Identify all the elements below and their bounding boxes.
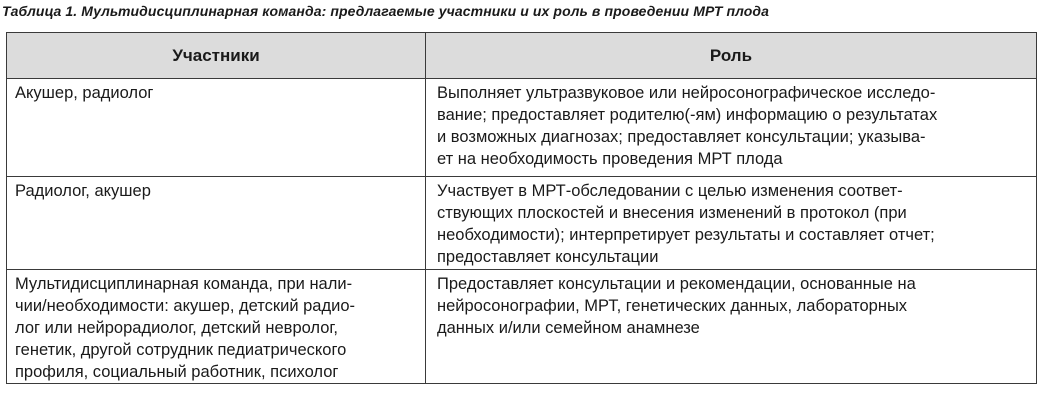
- role-cell: [426, 177, 1037, 270]
- cell-text-line: Радиолог, акушер: [15, 182, 151, 200]
- cell-text-line: профиля, социальный работник, психолог: [15, 363, 339, 381]
- cell-text-line: ет на необходимость проведения МРТ плода: [437, 150, 783, 168]
- cell-text-line: Предоставляет консультации и рекомендации, основанные на: [437, 275, 916, 293]
- table-row: [7, 177, 1037, 270]
- cell-text-line: Акушер, радиолог: [15, 84, 154, 102]
- role-cell: [426, 270, 1037, 384]
- cell-text-line: Мультидисциплинарная команда, при нали-: [15, 275, 353, 293]
- participants-cell: [7, 177, 426, 270]
- table-row: [7, 270, 1037, 384]
- cell-text-line: данных и/или семейном анамнезе: [437, 319, 700, 337]
- table-header-row: [7, 33, 1037, 79]
- cell-text-line: и возможных диагнозах; предоставляет консультации; указыва-: [437, 128, 926, 146]
- cell-text-line: генетик, другой сотрудник педиатрического: [15, 341, 347, 359]
- cell-text-line: лог или нейрорадиолог, детский невролог,: [15, 319, 339, 337]
- cell-text-line: нейросонографии, МРТ, генетических данных, лабораторных: [437, 297, 908, 315]
- participants-roles-table: [6, 32, 1037, 384]
- table-row: [7, 79, 1037, 177]
- cell-text-line: ствующих плоскостей и внесения изменений в протокол (при: [437, 204, 907, 222]
- cell-text-line: необходимости); интерпретирует результаты и составляет отчет;: [437, 226, 935, 244]
- cell-text-line: чии/необходимости: акушер, детский радио-: [15, 297, 355, 315]
- cell-text-line: Выполняет ультразвуковое или нейросонографическое исследо-: [437, 84, 936, 102]
- participants-cell: [7, 79, 426, 177]
- header-participants: Участники: [7, 33, 426, 79]
- cell-text-line: предоставляет консультации: [437, 248, 659, 266]
- cell-text-line: Участвует в МРТ-обследовании с целью изменения соответ-: [437, 182, 903, 200]
- role-cell: [426, 79, 1037, 177]
- participants-cell: [7, 270, 426, 384]
- table-caption: Таблица 1. Мультидисциплинарная команда: предлагаемые участники и их роль в проведении МРТ плода: [2, 3, 770, 19]
- header-role: Роль: [426, 33, 1037, 79]
- cell-text-line: вание; предоставляет родителю(-ям) информацию о результатах: [437, 106, 938, 124]
